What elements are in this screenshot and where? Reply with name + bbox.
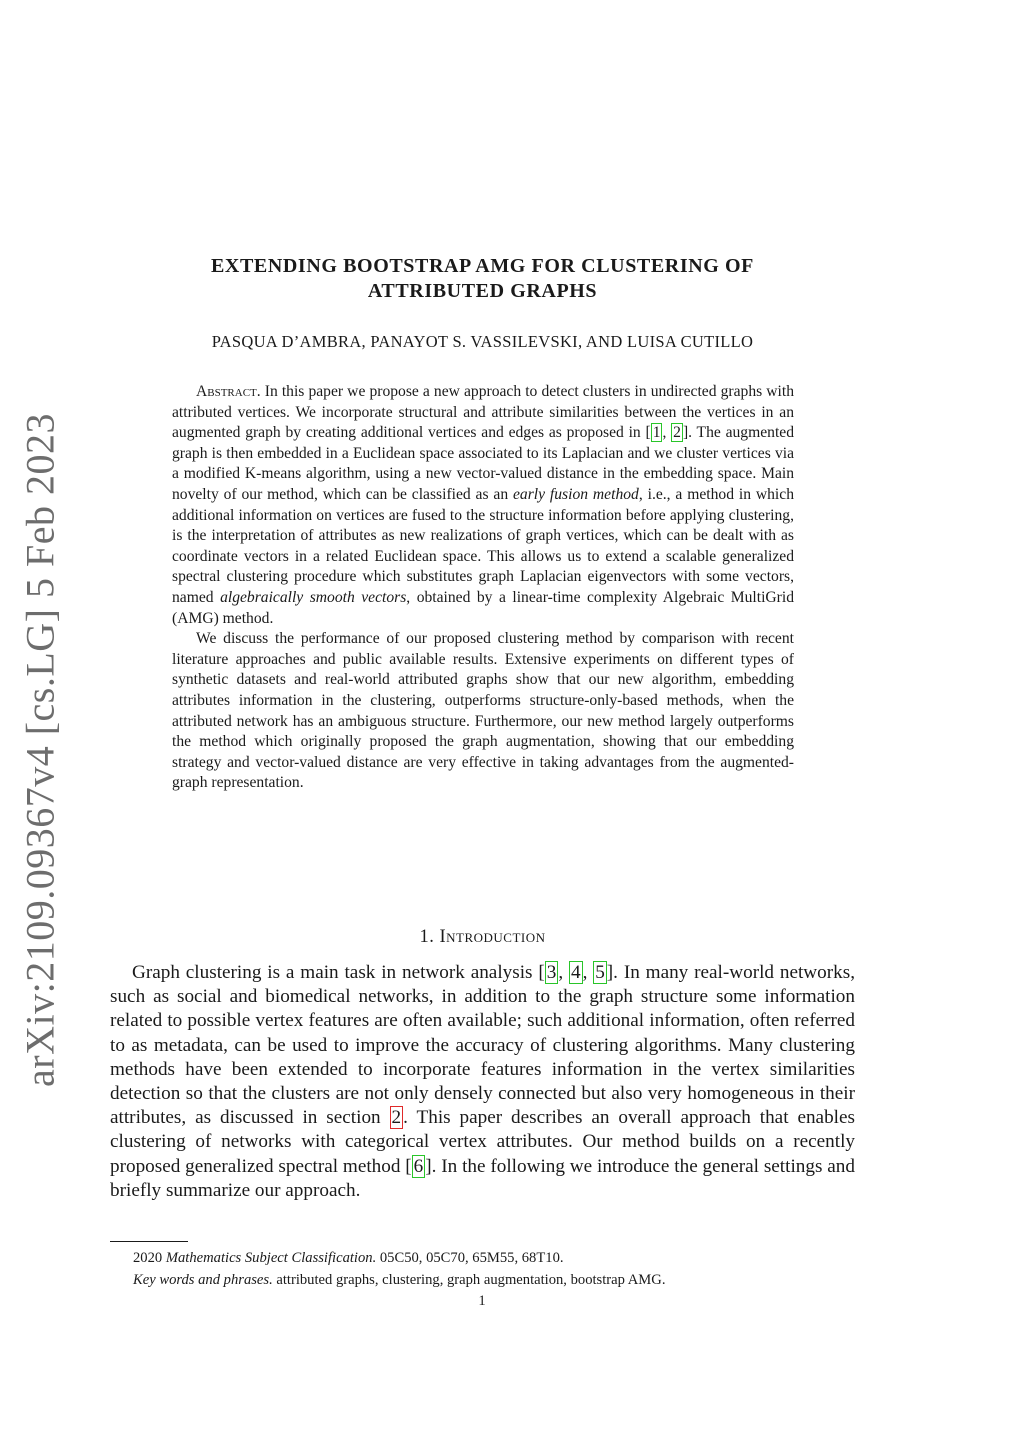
citation-link[interactable]: 4 [570, 962, 581, 983]
arxiv-sidebar-stamp [8, 413, 72, 1087]
abstract-paragraph-1 [172, 382, 794, 629]
citation-link[interactable]: 5 [595, 962, 605, 983]
footnote-divider [110, 1241, 188, 1242]
msc-footnote [133, 1247, 853, 1269]
keywords-label: Key words and phrases. [133, 1272, 273, 1288]
section-title: Introduction [439, 927, 546, 947]
arxiv-id: arXiv:2109.09367v4 [cs.LG] 5 Feb 2023 [17, 413, 63, 1087]
footnotes [133, 1247, 853, 1291]
msc-codes: 05C50, 05C70, 65M55, 68T10. [376, 1250, 564, 1266]
msc-year: 2020 [133, 1250, 166, 1266]
title-line-2: ATTRIBUTED GRAPHS [367, 280, 598, 302]
body-text: , [558, 962, 569, 983]
author-list: PASQUA D’AMBRA, PANAYOT S. VASSILEVSKI, AND LUISA CUTILLO [211, 332, 754, 351]
section-reference-link[interactable]: 2 [391, 1107, 402, 1129]
paper-title [130, 254, 835, 304]
body-text: Graph clustering is a main task in network analysis [ [132, 962, 545, 983]
abstract-text: , i.e., a method in which additional information on vertices are fused to the structure information before applying clustering, is the interpretation of attributes as new realizations of graph vertices, which can be dealt with as coordinate vectors in a related Euclidean space. This allows us to extend a scalable generalized spectral clustering procedure which substitutes graph Laplacian eigenvectors with some vectors, named [172, 485, 794, 606]
emphasis-text: algebraically smooth vectors [220, 588, 407, 606]
body-text: , [582, 962, 594, 983]
abstract-text: In this paper we propose a new approach to detect clusters in undirected graphs with attributed vertices. We incorporate structural and attribute similarities between the vertices in an augmented graph by creating additional vertices and edges as proposed in [ [172, 383, 794, 442]
section-number: 1. [419, 927, 435, 947]
body-text: ]. In many real-world networks, such as social and biomedical networks, in addition to the graph structure some information related to possible vertex features are often available; such additional information, often referred to as metadata, can be used to improve the accuracy of clustering algorithms. Many clustering methods have been extended to incorporate features information in the vertex similarities detection so that the clusters are not only densely connected but also very homogeneous in their attributes, as discussed in section [110, 962, 855, 1129]
citation-link[interactable]: 6 [413, 1155, 424, 1177]
emphasis-text: early fusion method [513, 485, 639, 503]
abstract-text: , [662, 424, 672, 442]
abstract-paragraph-2: We discuss the performance of our proposed clustering method by comparison with recent literature approaches and public available results. Extensive experiments on different types of synthetic datasets and real-world attributed graphs show that our new algorithm, embedding attributes information in the clustering, outperforms structure-only-based methods, when the attributed network has an ambiguous structure. Furthermore, our new method largely outperforms the method which originally proposed the graph augmentation, showing that our embedding strategy and vector-valued distance are very effective in taking advantages from the augmented-graph representation. [172, 630, 794, 792]
abstract-text: ]. The augmented graph is then embedded in a Euclidean space associated to its Laplacian and we cluster vertices via a modified K-means algorithm, using a new vector-valued distance in the embedding space. Main novelty of our method, which can be classified as an [172, 424, 794, 503]
section-heading [130, 927, 835, 948]
introduction-paragraph [110, 961, 855, 1203]
msc-label: Mathematics Subject Classification. [165, 1250, 377, 1266]
abstract [172, 382, 794, 794]
abstract-label: Abstract. [196, 383, 261, 400]
body-text: . This paper describes an overall approach that enables clustering of networks with categorical vertex attributes. Our method builds on a recently proposed generalized spectral method [ [110, 1107, 855, 1177]
keywords-footnote [133, 1269, 853, 1291]
citation-link[interactable]: 2 [673, 424, 681, 442]
citation-link[interactable]: 3 [546, 962, 557, 983]
abstract-text: , obtained by a linear-time complexity Algebraic MultiGrid (AMG) method. [172, 588, 794, 627]
keywords-text: attributed graphs, clustering, graph augmentation, bootstrap AMG. [272, 1272, 666, 1288]
title-line-1: EXTENDING BOOTSTRAP AMG FOR CLUSTERING OF [210, 255, 754, 277]
citation-link[interactable]: 1 [652, 424, 661, 442]
page-number: 1 [478, 1293, 486, 1309]
body-text: ]. In the following we introduce the general settings and briefly summarize our approach. [110, 1155, 855, 1201]
